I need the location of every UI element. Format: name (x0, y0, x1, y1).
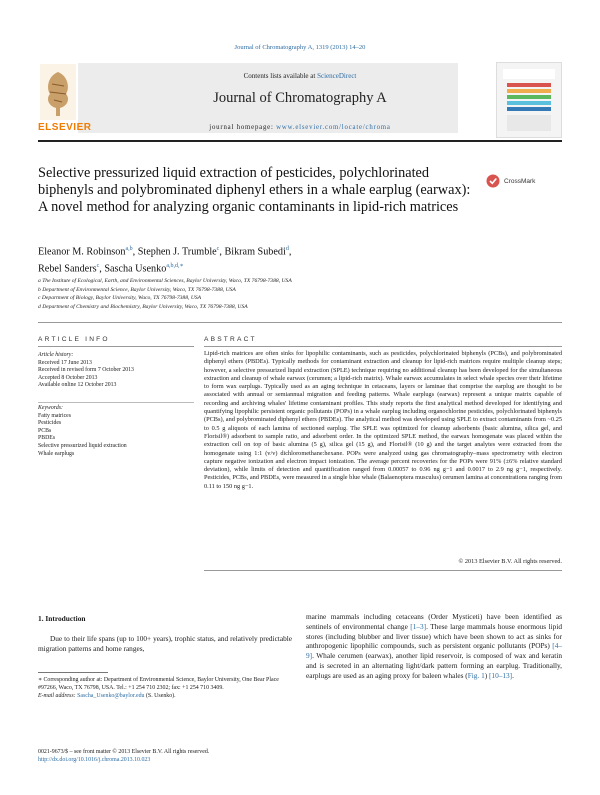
footnote-rule (38, 672, 108, 673)
contents-prefix: Contents lists available at (243, 72, 316, 80)
elsevier-wordmark: ELSEVIER (38, 122, 92, 133)
keywords-label: Keywords: (38, 405, 63, 411)
author-list (38, 242, 478, 277)
introduction-paragraph-right (306, 612, 562, 681)
author-affil-marker[interactable]: c (216, 246, 220, 252)
email-label: E-mail address: (38, 693, 76, 700)
crossmark-badge[interactable] (486, 172, 556, 188)
keyword-item: Whale earplugs (38, 450, 75, 457)
keyword-item: Fatty matrices (38, 412, 72, 419)
article-title: Selective pressurized liquid extraction of pesticides, polychlorinated biphenyls and polybrominated diphenyl ethers in a whale earplug (earwax): A novel method for analyzing organic contaminants in lipid-rich matrices (38, 165, 471, 215)
homepage-label: journal homepage: (209, 124, 274, 131)
intro-text: . Whale cerumen (earwax), another lipid reservoir, is composed of wax and keratin and is secreted in an alternating light/dark pattern forming an earplug. Traditionally, earplugs are used as an aging proxy for baleen whales ( (306, 651, 562, 680)
issn-line: 0021-9673/$ – see front matter © 2013 Elsevier B.V. All rights reserved. (38, 749, 210, 755)
journal-header (38, 60, 562, 140)
journal-cover-thumbnail (496, 62, 562, 138)
abstract-rule (204, 346, 562, 347)
author-separator: , (219, 246, 225, 258)
figure-link[interactable]: Fig. 1 (467, 670, 485, 680)
header-rule (38, 140, 562, 142)
homepage-url[interactable]: www.elsevier.com/locate/chroma (276, 124, 391, 131)
author-name: Stephen J. Trumble (137, 246, 217, 258)
author-affil-marker[interactable]: a,b,d,∗ (166, 263, 184, 270)
copyright-notice: © 2013 Elsevier B.V. All rights reserved. (458, 558, 562, 565)
author-affil-marker[interactable]: d (285, 246, 289, 252)
author-name: Bikram Subedi (224, 246, 286, 258)
contents-line (38, 72, 562, 80)
author-name: Eleanor M. Robinson (38, 246, 126, 258)
citation-link[interactable]: [4–9] (306, 641, 562, 661)
keyword-item: Pesticides (38, 420, 62, 427)
abstract-heading: ABSTRACT (204, 336, 257, 343)
abstract-end-rule (204, 570, 562, 571)
history-item: Accepted 8 October 2013 (38, 374, 98, 381)
journal-homepage (38, 124, 562, 131)
citation-link[interactable]: [10–13] (488, 670, 513, 680)
elsevier-tree-logo (40, 64, 76, 120)
author-separator: , (132, 246, 138, 258)
keywords-rule (38, 402, 194, 403)
keyword-item: PCBs (38, 427, 52, 434)
front-matter-info (38, 748, 292, 764)
keyword-item: PBDEs (38, 435, 56, 442)
journal-title: Journal of Chromatography A (213, 90, 387, 106)
section-rule (38, 322, 562, 323)
corresponding-author-footnote (38, 676, 292, 701)
affiliation-line: c Department of Biology, Baylor University, Waco, TX 76798-7388, USA (38, 295, 202, 301)
intro-text: marine mammals including cetaceans (Order Mysticeti) have been identified as sentinels of environmental change (306, 612, 562, 631)
affiliations (38, 277, 538, 311)
intro-text: ) (484, 670, 489, 680)
article-history (38, 352, 194, 390)
author-separator: , (288, 246, 292, 258)
crossmark-label: CrossMark (504, 177, 536, 185)
abstract-text: Lipid-rich matrices are often sinks for lipophilic contaminants, such as pesticides, polychlorinated biphenyls (PCBs), and polybrominated diphenyl ethers (PBDEs). Typically methods for contaminant extraction and cleanup for lipid-rich matrices require multiple cleanup steps; however, a selective pressurized liquid extraction (SPLE) technique requiring no additional cleanup has been developed for the simultaneous extraction and cleanup of whale earwax (cerumen; a lipid-rich matrix). Whale earwax accumulates in select whale species over their lifetime to form wax earplugs. Typically used as an aging technique in cetaceans, layers or laminae that comprise the earplug are thought to be associated with annual or semiannual migration and feeding patterns. Whale earplugs (earwax) represent a unique matrix capable of recording and archiving whales' lifetime contaminant profiles. This study reports the first analytical method developed for identifying and quantifying lipophilic persistent organic pollutants (POPs) in a whale earplug including organochlorine pesticides, polychlorinated biphenyls (PCBs), and polybrominated diphenyl ethers (PBDEs). The analytical method was developed using SPLE to extract contaminants from ~0.25 to 0.5 g aliquots of each lamina of sectioned earplug. The SPLE was optimized for cleanup adsorbents (basic alumina, silica gel, and Florisil®) adsorbent to sample ratio, and adsorbent order. In the optimized SPLE method, the earwax homogenate was placed within the extraction cell on top of basic alumina (5 g), silica gel (15 g), and Florisil® (10 g) and the target analytes were extracted from the homogenate using 1:1 (v/v) dichloromethane:hexane. POPs were analyzed using gas chromatography–mass spectrometry with electron capture negative ionization and electron impact ionization. The average percent recoveries for the POPs were 91% (±6% relative standard deviation), while limits of detection and quantification ranged from 0.00057 to 0.96 ng g−1 and 0.0017 to 2.9 ng g−1, respectively. Pesticides, PCBs, and PBDEs, were measured in a single blue whale (Balaenoptera musculus) cerumen lamina at concentrations ranging from 0.11 to 150 ng g−1. (204, 350, 562, 490)
article-info-rule (38, 346, 194, 347)
author-affil-marker[interactable]: a,b (125, 246, 133, 252)
intro-text: . These large mammals house enormous lipid stores (including blubber and liver tissue) which have been shown to act as sinks for anthropogenic lipophilic compounds, such as persistent organic pollutants (POPs) (306, 621, 562, 651)
crossmark-icon (486, 174, 500, 188)
author-name: Sascha Usenko (104, 263, 167, 275)
doi-link[interactable]: http://dx.doi.org/10.1016/j.chroma.2013.10.023 (38, 757, 151, 764)
email-line (38, 692, 292, 700)
introduction-heading: 1. Introduction (38, 614, 86, 623)
article-info-heading: ARTICLE INFO (38, 336, 110, 343)
corresponding-author-text: ∗ Corresponding author at: Department of Environmental Science, Baylor University, One Bear Place #97266, Waco, TX 76798, USA. Tel.: +1 254 710 2302; fax: +1 254 710 3409. (38, 677, 279, 692)
history-item: Available online 12 October 2013 (38, 382, 117, 389)
citation-link[interactable]: [1–3] (410, 621, 427, 631)
author-separator: , (99, 263, 105, 275)
keywords (38, 405, 194, 458)
intro-text: . (512, 670, 514, 680)
email-suffix: (S. Usenko). (144, 693, 176, 700)
affiliation-line: d Department of Chemistry and Biochemistry, Baylor University, Waco, TX 76798-7388, USA (38, 303, 248, 310)
history-item: Received 17 June 2013 (38, 359, 92, 366)
email-link[interactable]: Sascha_Usenko@baylor.edu (77, 693, 145, 700)
history-item: Received in revised form 7 October 2013 (38, 367, 134, 374)
author-name: Rebel Sanders (38, 263, 97, 275)
introduction-paragraph-left: Due to their life spans (up to 100+ years), trophic status, and relatively predictable migration patterns and home ranges, (38, 634, 292, 653)
affiliation-line: a The Institute of Ecological, Earth, and Environmental Sciences, Baylor University, Waco, TX 76798-7388, USA (38, 278, 292, 284)
author-affil-marker[interactable]: c (96, 263, 100, 270)
affiliation-line: b Department of Environmental Science, Baylor University, Waco, TX 76798-7388, USA (38, 286, 236, 293)
cover-graphic (497, 63, 561, 137)
keyword-item: Selective pressurized liquid extraction (38, 442, 127, 449)
sciencedirect-link[interactable]: ScienceDirect (317, 72, 357, 80)
journal-citation[interactable]: Journal of Chromatography A, 1319 (2013) 14–20 (234, 44, 366, 51)
history-label: Article history: (38, 352, 74, 358)
